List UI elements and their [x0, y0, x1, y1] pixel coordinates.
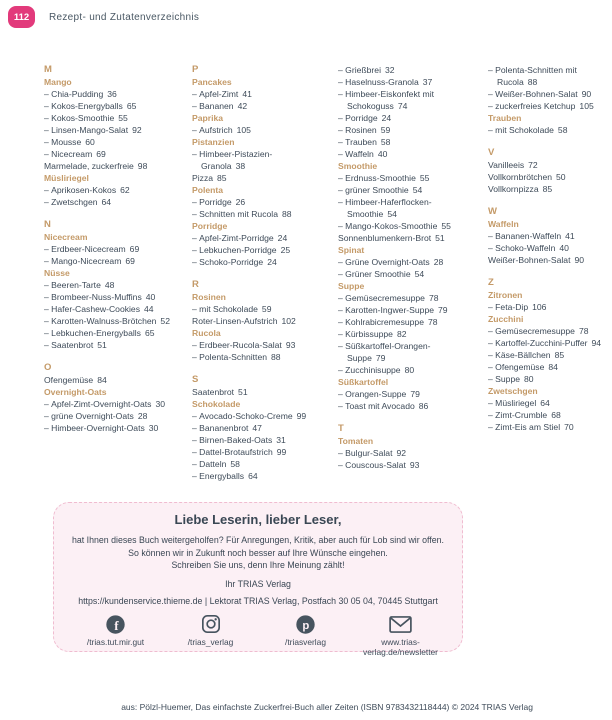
index-entry: – mit Schokolade 59 — [192, 304, 272, 314]
page-number: 59 — [380, 125, 391, 135]
index-entry: – Aufstrich 105 — [192, 125, 251, 135]
letter-heading: V — [488, 147, 495, 158]
index-entry: – Polenta-Schnitten 88 — [192, 352, 281, 362]
recipe-index — [44, 64, 612, 482]
index-column — [44, 64, 170, 482]
page-number: 48 — [104, 280, 115, 290]
page-number: 70 — [564, 422, 574, 432]
index-category: Pistanzien — [192, 137, 235, 147]
index-entry: – Müsliriegel 64 — [488, 398, 550, 408]
index-entry: – Mango-Nicecream 69 — [44, 256, 135, 266]
page-number: 40 — [377, 149, 388, 159]
index-column — [488, 64, 612, 482]
page-number: 98 — [137, 161, 148, 171]
page-number: 90 — [574, 255, 585, 265]
index-entry: – Toast mit Avocado 86 — [338, 401, 429, 411]
letter-heading: N — [44, 219, 51, 230]
index-entry: – Kokos-Energyballs 65 — [44, 101, 137, 111]
page-number: 54 — [414, 269, 425, 279]
page-number: 92 — [396, 448, 407, 458]
contact-line[interactable]: https://kundenservice.thieme.de | Lektorat TRIAS Verlag, Postfach 30 05 04, 70445 Stuttgart — [78, 595, 438, 606]
page-number: 84 — [548, 362, 558, 372]
page-number: 51 — [238, 387, 248, 397]
index-entry: – Hafer-Cashew-Cookies 44 — [44, 304, 154, 314]
index-entry: – Birnen-Baked-Oats 31 — [192, 435, 286, 445]
social-handle[interactable]: www.trias-verlag.de/newsletter — [363, 636, 438, 657]
page-number: 25 — [280, 245, 291, 255]
page-number: 28 — [433, 257, 444, 267]
page-title: Rezept- und Zutatenverzeichnis — [49, 11, 200, 23]
index-category: Pancakes — [192, 77, 232, 87]
page-number: 44 — [144, 304, 154, 314]
index-entry: – Haselnuss-Granola 37 — [338, 77, 433, 87]
social-link-facebook[interactable] — [68, 614, 163, 657]
page-number: 54 — [387, 209, 397, 219]
index-entry: – Porridge 24 — [338, 113, 392, 123]
page-number: 64 — [248, 471, 258, 481]
index-category: Trauben — [488, 113, 522, 123]
social-handle[interactable]: /triasverlag — [285, 636, 326, 647]
index-category: Suppe — [338, 281, 365, 291]
page-number: 58 — [380, 137, 391, 147]
social-link-mail[interactable] — [353, 614, 448, 657]
index-entry: – Suppe 80 — [488, 374, 534, 384]
index-category: Paprika — [192, 113, 224, 123]
page-number: 74 — [397, 101, 408, 111]
page-number: 58 — [557, 125, 568, 135]
index-entry: – Gemüsecremesuppe 78 — [488, 326, 589, 336]
page-number: 69 — [125, 256, 135, 266]
index-entry: Sonnenblumenkern-Brot 51 — [338, 233, 445, 243]
source-credit: aus: Pölzl-Huemer, Das einfachste Zuckerfrei-Buch aller Zeiten (ISBN 9783432118444) © 2024 TRIAS Verlag — [121, 702, 533, 712]
index-entry: – Kürbissuppe 82 — [338, 329, 407, 339]
index-entry: – Porridge 26 — [192, 197, 246, 207]
letter-body-line: hat Ihnen dieses Buch weitergeholfen? Für Anregungen, Kritik, aber auch für Lob sind wir offen. — [72, 535, 444, 545]
mail-icon — [389, 614, 412, 635]
index-entry: – Dattel-Brotaufstrich 99 — [192, 447, 287, 457]
index-category: Zwetschgen — [488, 386, 538, 396]
index-category: Spinat — [338, 245, 365, 255]
index-entry: Ofengemüse 84 — [44, 375, 107, 385]
index-entry: – Nicecream 69 — [44, 149, 106, 159]
page-number: 36 — [107, 89, 117, 99]
page-number: 85 — [554, 350, 565, 360]
page-header — [8, 6, 199, 28]
page-number: 60 — [85, 137, 95, 147]
page-number: 24 — [277, 233, 288, 243]
index-entry: – Zwetschgen 64 — [44, 197, 112, 207]
page-number: 92 — [132, 125, 142, 135]
index-entry: – Beeren-Tarte 48 — [44, 280, 115, 290]
index-entry: – Mousse 60 — [44, 137, 95, 147]
social-link-pinterest[interactable] — [258, 614, 353, 657]
page-number: 78 — [578, 326, 589, 336]
index-entry: – Bananen 42 — [192, 101, 248, 111]
index-entry: – Lebkuchen-Energyballs 65 — [44, 328, 155, 338]
page-number: 28 — [137, 411, 148, 421]
index-entry: – Karotten-Ingwer-Suppe 79 — [338, 305, 448, 315]
page-number: 52 — [160, 316, 170, 326]
page-number: 99 — [296, 411, 307, 421]
page-number: 90 — [581, 89, 592, 99]
page-number: 105 — [236, 125, 251, 135]
index-category: Zitronen — [488, 290, 523, 300]
index-category: Rosinen — [192, 292, 226, 302]
index-category: Overnight-Oats — [44, 387, 107, 397]
page-number: 82 — [396, 329, 407, 339]
letter-heading: P — [192, 64, 199, 75]
index-entry: – Saatenbrot 51 — [44, 340, 107, 350]
page-number: 30 — [155, 399, 166, 409]
letter-heading: T — [338, 423, 344, 434]
page-number: 105 — [579, 101, 594, 111]
page-number: 72 — [528, 160, 538, 170]
index-entry: Weißer-Bohnen-Salat 90 — [488, 255, 585, 265]
index-category: Waffeln — [488, 219, 519, 229]
page-number: 41 — [565, 231, 575, 241]
page-number: 79 — [375, 353, 386, 363]
index-entry: – Erdbeer-Rucola-Salat 93 — [192, 340, 296, 350]
index-entry: – Rosinen 59 — [338, 125, 391, 135]
page-number: 26 — [235, 197, 246, 207]
letter-heading: O — [44, 362, 52, 373]
index-entry: – Trauben 58 — [338, 137, 391, 147]
index-category: Mango — [44, 77, 72, 87]
index-entry: – Kohlrabicremesuppe 78 — [338, 317, 438, 327]
page-number: 65 — [126, 101, 137, 111]
index-entry: – Erdbeer-Nicecream 69 — [44, 244, 140, 254]
social-link-instagram[interactable] — [163, 614, 258, 657]
page-number: 80 — [404, 365, 415, 375]
index-entry: – Waffeln 40 — [338, 149, 388, 159]
page-number: 30 — [148, 423, 159, 433]
page-number: 24 — [267, 257, 277, 267]
index-entry: – Feta-Dip 106 — [488, 302, 547, 312]
page-number: 78 — [428, 293, 439, 303]
index-entry: – Chia-Pudding 36 — [44, 89, 117, 99]
index-entry: – grüner Smoothie 54 — [338, 185, 423, 195]
page-number: 42 — [237, 101, 248, 111]
index-entry: – Grüne Overnight-Oats 28 — [338, 257, 444, 267]
index-entry: – mit Schokolade 58 — [488, 125, 568, 135]
index-entry: Roter-Linsen-Aufstrich 102 — [192, 316, 296, 326]
page-number: 69 — [96, 149, 106, 159]
index-category: Nicecream — [44, 232, 88, 242]
page-number: 38 — [235, 161, 246, 171]
index-entry: – zuckerfreies Ketchup 105 — [488, 101, 594, 111]
index-entry: – Mango-Kokos-Smoothie 55 — [338, 221, 451, 231]
index-category: Rucola — [192, 328, 221, 338]
index-entry: – Weißer-Bohnen-Salat 90 — [488, 89, 592, 99]
page-number: 54 — [412, 185, 423, 195]
index-category: Schokolade — [192, 399, 241, 409]
svg-text:p: p — [302, 619, 310, 632]
social-handle[interactable]: /trias.tut.mir.gut — [86, 636, 145, 647]
page-number: 31 — [276, 435, 286, 445]
svg-text:f: f — [114, 617, 119, 633]
index-entry: – Datteln 58 — [192, 459, 240, 469]
index-entry: – Brombeer-Nuss-Muffins 40 — [44, 292, 156, 302]
index-entry: – Himbeer-Pistazien-Granola 38 — [192, 149, 273, 171]
letter-heading: M — [44, 64, 52, 75]
page-number: 93 — [285, 340, 296, 350]
page-number: 99 — [276, 447, 287, 457]
page-number: 51 — [97, 340, 107, 350]
page-number: 69 — [129, 244, 140, 254]
page-number: 102 — [281, 316, 296, 326]
index-entry: – Käse-Bällchen 85 — [488, 350, 565, 360]
social-handle[interactable]: /trias_verlag — [187, 636, 234, 647]
letter-heading: Z — [488, 277, 494, 288]
page-number: 58 — [230, 459, 240, 469]
letter-heading: S — [192, 374, 199, 385]
index-entry: – Apfel-Zimt-Overnight-Oats 30 — [44, 399, 166, 409]
index-entry: – Couscous-Salat 93 — [338, 460, 420, 470]
index-entry: Vollkornbrötchen 50 — [488, 172, 566, 182]
letter-signature: Ihr TRIAS Verlag — [225, 578, 291, 589]
letter-body-line: Schreiben Sie uns, denn Ihre Meinung zählt! — [171, 560, 345, 570]
index-entry: – grüne Overnight-Oats 28 — [44, 411, 148, 421]
index-entry: – Himbeer-Haferflocken-Smoothie 54 — [338, 197, 432, 219]
page-number: 51 — [435, 233, 445, 243]
page-number: 88 — [281, 209, 292, 219]
index-entry: – Schnitten mit Rucola 88 — [192, 209, 292, 219]
page-number: 88 — [271, 352, 281, 362]
index-entry: – Erdnuss-Smoothie 55 — [338, 173, 430, 183]
index-entry: – Avocado-Schoko-Creme 99 — [192, 411, 307, 421]
index-entry: Vanilleeis 72 — [488, 160, 538, 170]
page-number: 50 — [556, 172, 566, 182]
index-entry: Pizza 85 — [192, 173, 227, 183]
index-entry: – Apfel-Zimt-Porridge 24 — [192, 233, 288, 243]
letter-heading: W — [488, 206, 497, 217]
index-category: Smoothie — [338, 161, 378, 171]
index-entry: Vollkornpizza 85 — [488, 184, 553, 194]
index-category: Müsliriegel — [44, 173, 89, 183]
index-category: Zucchini — [488, 314, 524, 324]
index-column — [338, 64, 466, 482]
instagram-icon — [201, 614, 221, 635]
page-number: 55 — [441, 221, 451, 231]
page-number: 85 — [542, 184, 553, 194]
index-entry: – Himbeer-Overnight-Oats 30 — [44, 423, 159, 433]
page-number: 24 — [381, 113, 392, 123]
index-entry: – Kartoffel-Zucchini-Puffer 94 — [488, 338, 602, 348]
page-number: 86 — [418, 401, 429, 411]
page-number: 68 — [551, 410, 561, 420]
social-links-row — [68, 614, 448, 657]
page-number: 106 — [532, 302, 547, 312]
index-entry: – Karotten-Walnuss-Brötchen 52 — [44, 316, 170, 326]
index-entry: – Orangen-Suppe 79 — [338, 389, 420, 399]
index-entry: – Süßkartoffel-Orangen-Suppe 79 — [338, 341, 431, 363]
page-number: 80 — [524, 374, 534, 384]
index-entry: – Kokos-Smoothie 55 — [44, 113, 128, 123]
index-entry: – Grüner Smoothie 54 — [338, 269, 425, 279]
page-number: 47 — [252, 423, 262, 433]
letter-title: Liebe Leserin, lieber Leser, — [174, 512, 342, 527]
pinterest-icon — [295, 614, 316, 635]
index-entry: – Gemüsecremesuppe 78 — [338, 293, 439, 303]
page-number: 40 — [559, 243, 569, 253]
index-entry: – Himbeer-Eiskonfekt mit Schokoguss 74 — [338, 89, 434, 111]
page-number: 85 — [217, 173, 227, 183]
index-entry: – Bananenbrot 47 — [192, 423, 262, 433]
letter-body-line: So können wir in Zukunft noch besser auf Ihre Wünsche eingehen. — [128, 547, 388, 558]
index-entry: – Zucchinisuppe 80 — [338, 365, 415, 375]
page-number: 84 — [97, 375, 107, 385]
page-number: 78 — [428, 317, 438, 327]
page-number: 79 — [410, 389, 420, 399]
page-number: 41 — [242, 89, 252, 99]
index-category: Polenta — [192, 185, 224, 195]
page-number: 65 — [144, 328, 155, 338]
index-entry: Marmelade, zuckerfreie 98 — [44, 161, 148, 171]
reader-letter-box — [53, 502, 463, 657]
facebook-icon — [105, 614, 126, 635]
page-number: 64 — [540, 398, 550, 408]
page-number: 62 — [120, 185, 130, 195]
index-entry: – Zimt-Crumble 68 — [488, 410, 561, 420]
page-number: 37 — [422, 77, 433, 87]
index-entry: – Zimt-Eis am Stiel 70 — [488, 422, 574, 432]
page-number: 79 — [438, 305, 448, 315]
index-entry: – Schoko-Porridge 24 — [192, 257, 277, 267]
page-number: 32 — [384, 65, 395, 75]
index-category: Süßkartoffel — [338, 377, 389, 387]
page-number: 94 — [591, 338, 602, 348]
index-category: Porridge — [192, 221, 228, 231]
index-entry: – Ofengemüse 84 — [488, 362, 558, 372]
page-number: 55 — [419, 173, 430, 183]
index-column — [192, 64, 316, 482]
index-entry: – Bulgur-Salat 92 — [338, 448, 407, 458]
page-number: 55 — [118, 113, 128, 123]
page-number: 64 — [101, 197, 112, 207]
index-entry: – Lebkuchen-Porridge 25 — [192, 245, 291, 255]
page-number-badge: 112 — [8, 6, 35, 28]
page-number: 93 — [409, 460, 420, 470]
index-entry: – Polenta-Schnitten mit Rucola 88 — [488, 65, 577, 87]
index-entry: – Aprikosen-Kokos 62 — [44, 185, 130, 195]
index-category: Nüsse — [44, 268, 70, 278]
page-number: 40 — [145, 292, 156, 302]
index-entry: – Bananen-Waffeln 41 — [488, 231, 575, 241]
page-number: 59 — [261, 304, 272, 314]
index-entry: – Energyballs 64 — [192, 471, 258, 481]
index-entry: Saatenbrot 51 — [192, 387, 248, 397]
index-category: Tomaten — [338, 436, 374, 446]
index-entry: – Apfel-Zimt 41 — [192, 89, 252, 99]
letter-heading: R — [192, 279, 199, 290]
page-number: 88 — [527, 77, 538, 87]
index-entry: – Grießbrei 32 — [338, 65, 395, 75]
index-entry: – Linsen-Mango-Salat 92 — [44, 125, 142, 135]
index-entry: – Schoko-Waffeln 40 — [488, 243, 569, 253]
